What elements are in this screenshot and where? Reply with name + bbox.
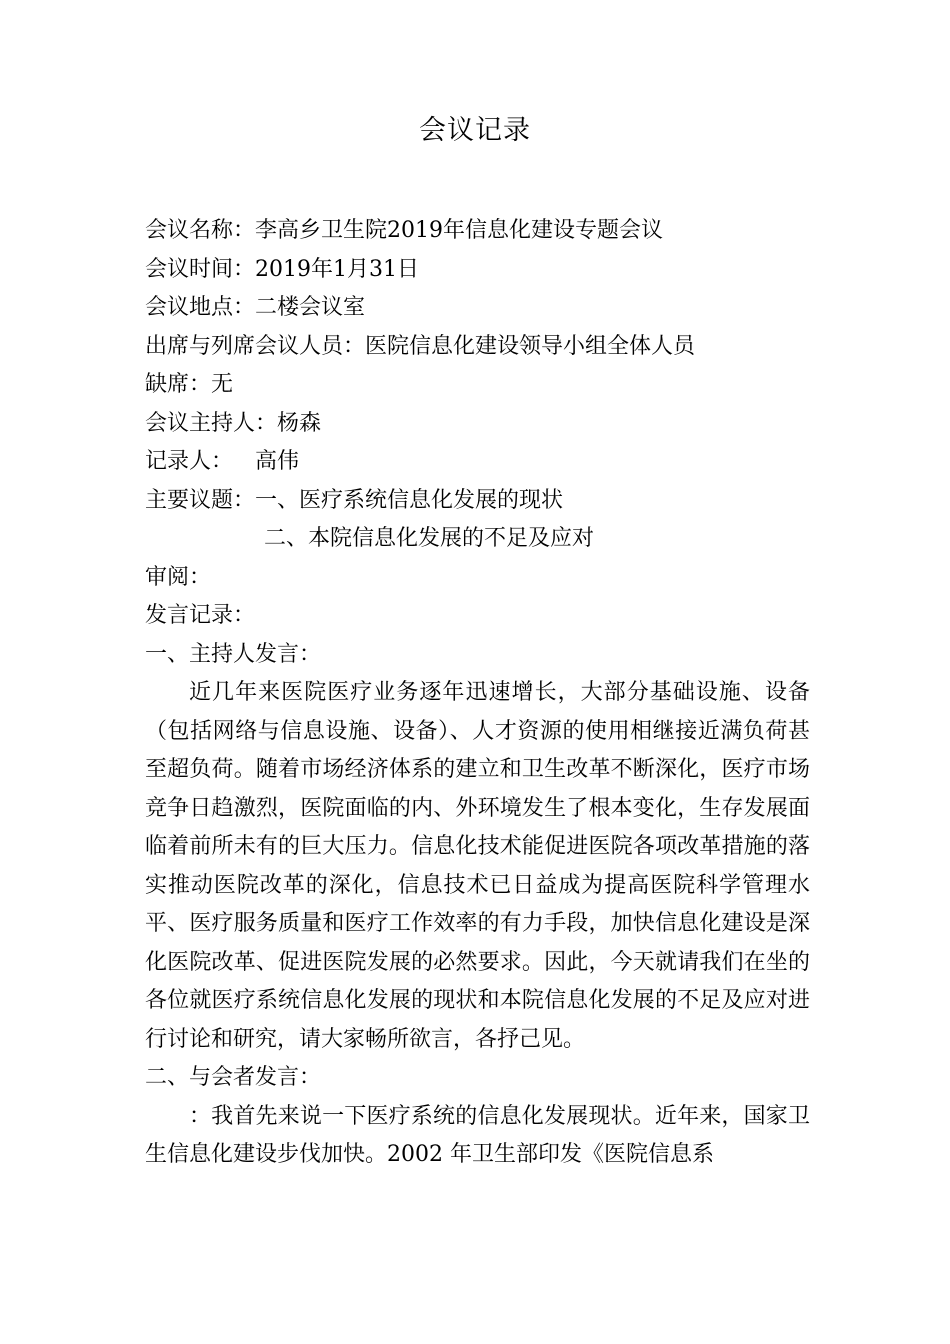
- topics-label: 主要议题：: [145, 487, 256, 513]
- recorder-label: 记录人：: [145, 449, 234, 474]
- document-body: [145, 212, 810, 1175]
- section-1-heading: 一、主持人发言：: [145, 641, 322, 667]
- meeting-attendees: 出席与列席会议人员：医院信息化建设领导小组全体人员: [145, 333, 696, 359]
- main-topics: [145, 482, 810, 521]
- speech-record-heading: 发言记录：: [145, 603, 256, 628]
- meeting-place: 会议地点：二楼会议室: [145, 295, 366, 320]
- review-line: 审阅：: [145, 564, 212, 590]
- meeting-name: 会议名称：李高乡卫生院2019年信息化建设专题会议: [145, 218, 663, 243]
- meeting-host: 会议主持人：杨森: [145, 410, 322, 436]
- topic-2: 二、本院信息化发展的不足及应对: [264, 526, 595, 551]
- meeting-time: 会议时间：2019年1月31日: [145, 256, 419, 282]
- meeting-absent: 缺席：无: [145, 372, 234, 397]
- section-2-heading: 二、与会者发言：: [145, 1065, 322, 1090]
- topic-1: 一、医疗系统信息化发展的现状: [255, 487, 564, 513]
- section-2-paragraph: ：我首先来说一下医疗系统的信息化发展现状。近年来，国家卫生信息化建设步伐加快。2002 年卫生部印发《医院信息系: [145, 1103, 810, 1167]
- recorder-name: 高伟: [255, 449, 300, 474]
- document-title: 会议记录: [419, 115, 531, 146]
- section-1-paragraph: 近几年来医院医疗业务逐年迅速增长，大部分基础设施、设备（包括网络与信息设施、设备）、人才资源的使用相继接近满负荷甚至超负荷。随着市场经济体系的建立和卫生改革不断深化，医疗市场竞争日趋激烈，医院面临的内、外环境发生了根本变化，生存发展面临着前所未有的巨大压力。信息化技术能促进医院各项改革措施的落实推动医院改革的深化，信息技术已日益成为提高医院科学管理水平、医疗服务质量和医疗工作效率的有力手段，加快信息化建设是深化医院改革、促进医院发展的必然要求。因此，今天就请我们在坐的各位就医疗系统信息化发展的现状和本院信息化发展的不足及应对进行讨论和研究，请大家畅所欲言，各抒己见。: [145, 680, 810, 1052]
- meeting-recorder: [145, 443, 810, 482]
